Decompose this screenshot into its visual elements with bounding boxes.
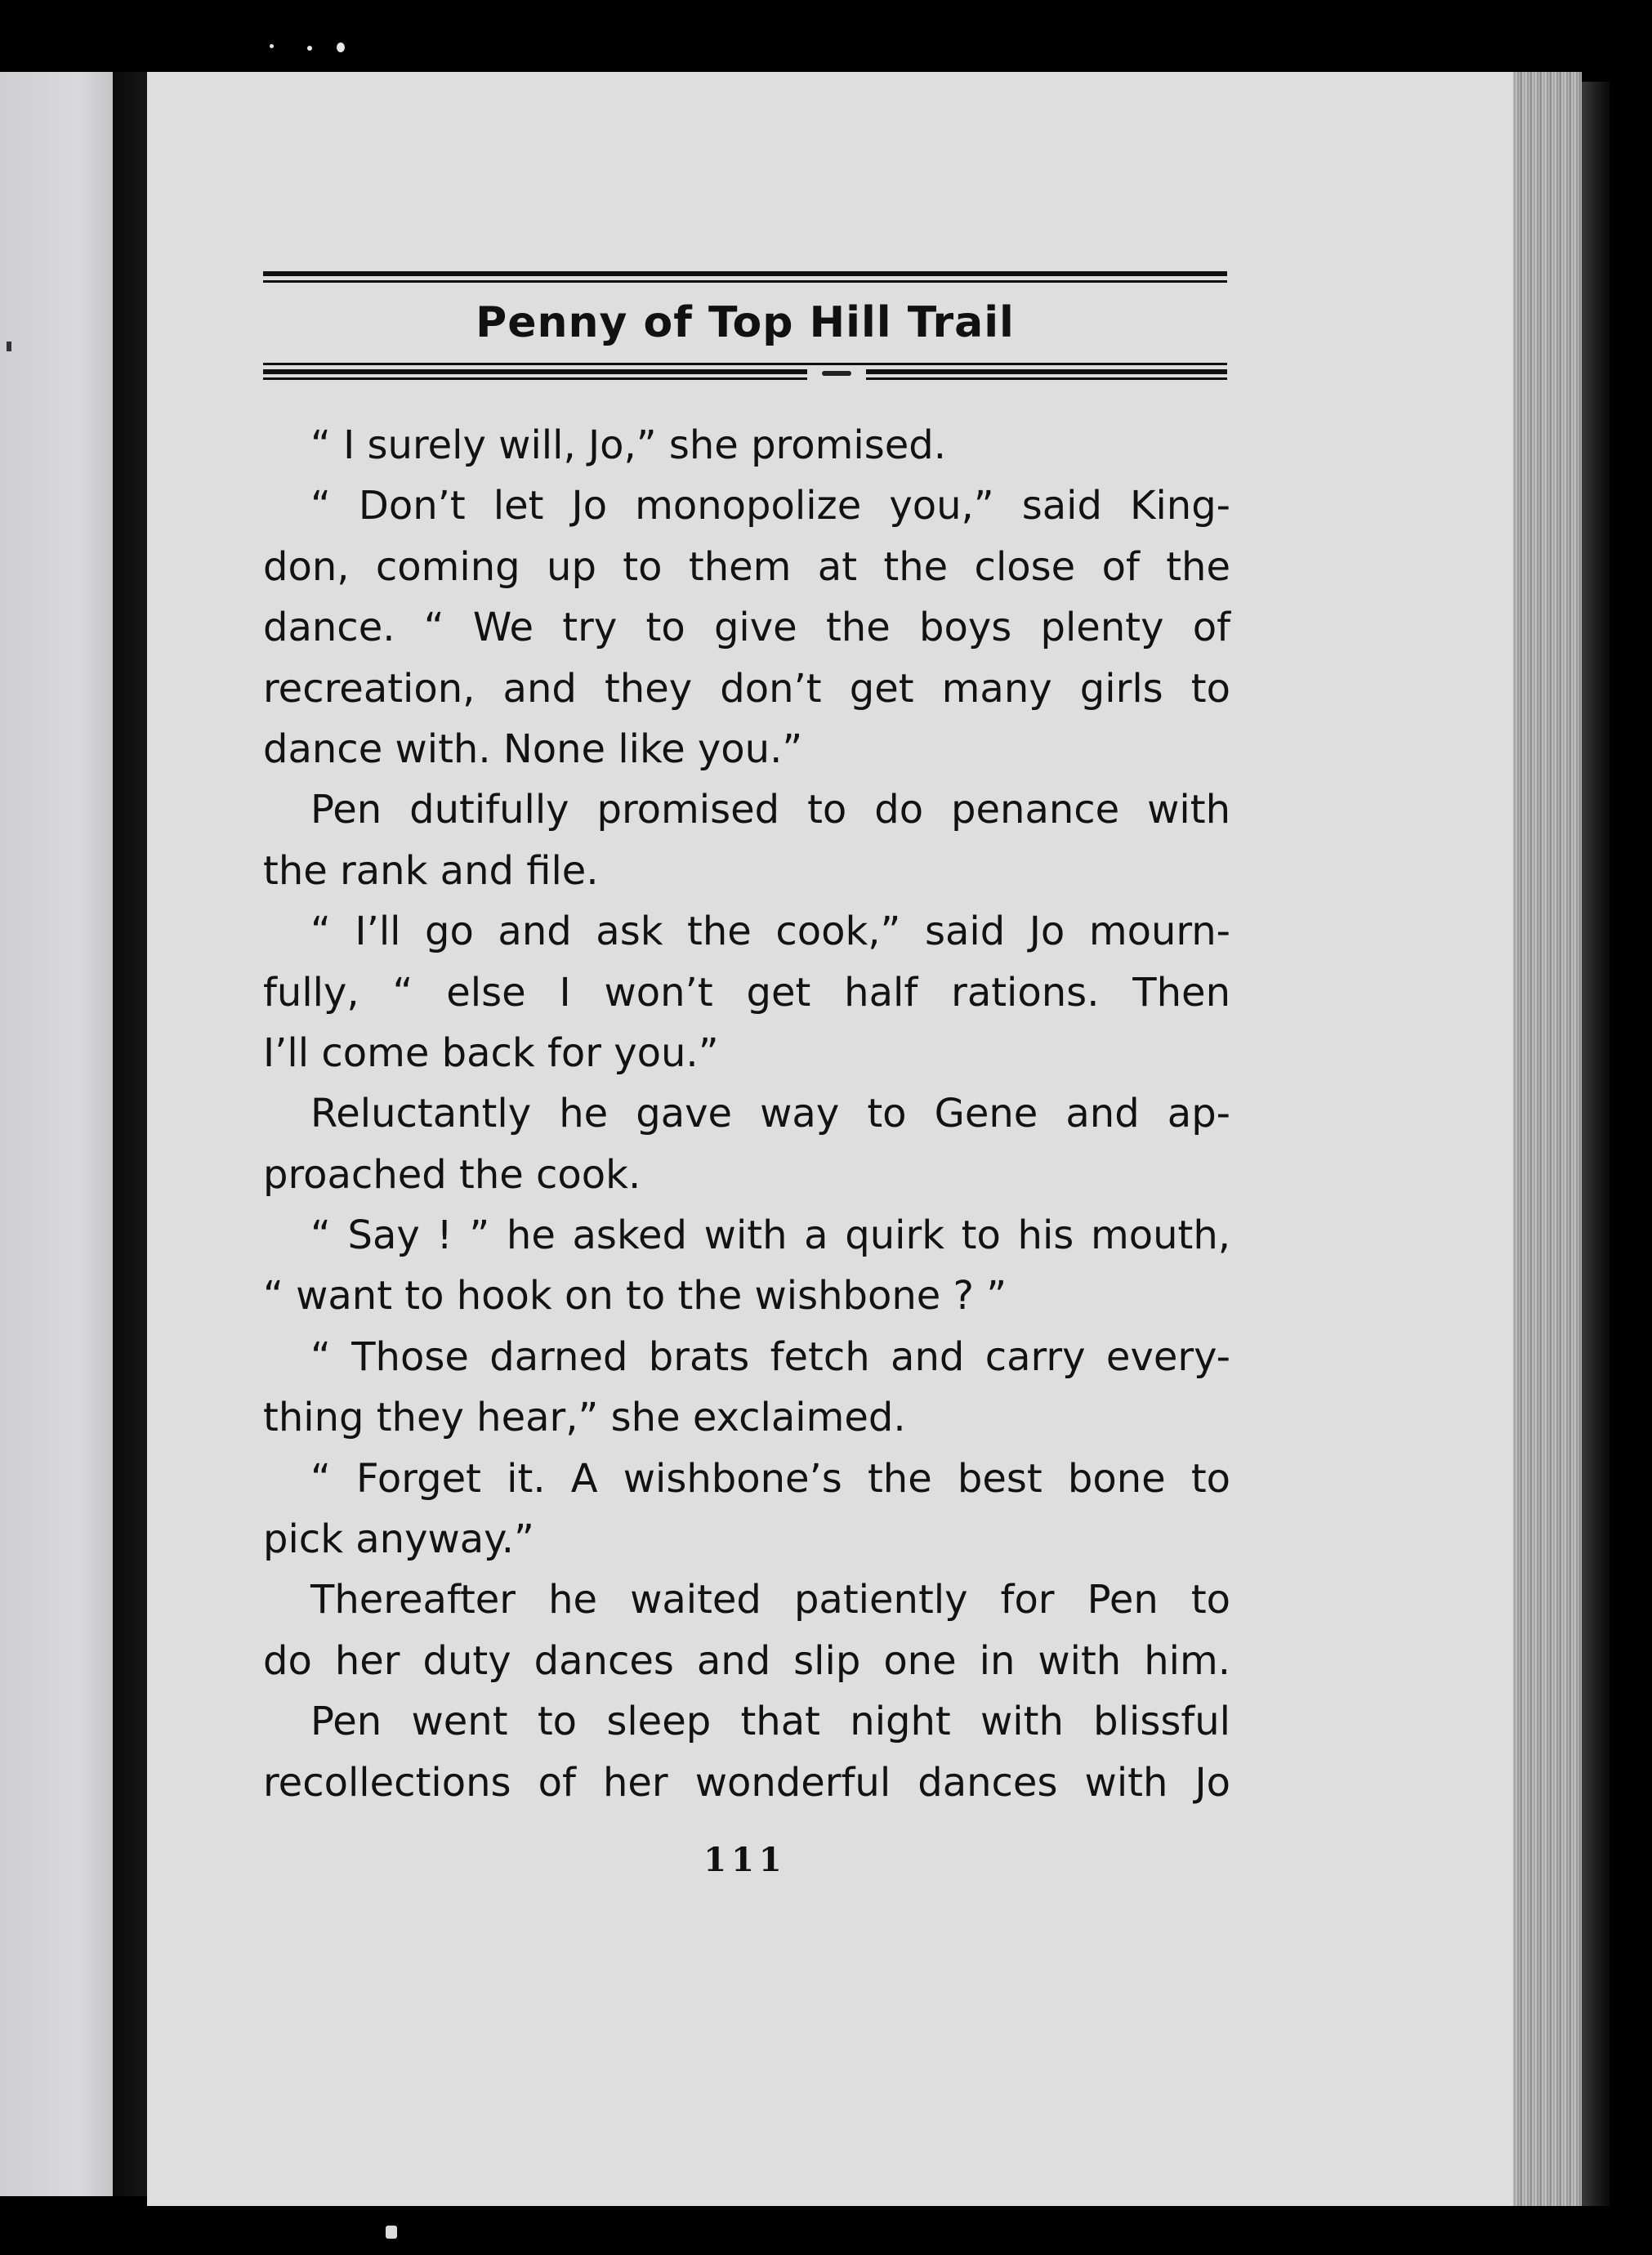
text-line: recreation, and they don’t get many girls to [263,665,1230,712]
text-line: dance. “ We try to give the boys plenty of [263,605,1230,651]
text-line: recollections of her wonderful dances with Jo [263,1759,1230,1806]
text-line: Reluctantly he gave way to Gene and ap- [310,1091,1230,1137]
text-line: proached the cook. [263,1151,641,1198]
body-text [263,415,1230,1813]
running-head: Penny of Top Hill Trail [476,298,1015,347]
facing-page-mark [7,342,11,351]
text-line: “ Those darned brats fetch and carry every- [310,1333,1230,1380]
text-line: “ Say ! ” he asked with a quirk to his mouth, [310,1212,1230,1259]
text-line: “ want to hook on to the wishbone ? ” [263,1273,1007,1320]
header-rule-bottom [263,363,1227,380]
rule-ornament [807,366,866,382]
text-line: “ I’ll go and ask the cook,” said Jo mourn- [310,909,1230,955]
text-line: “ I surely will, Jo,” she promised. [310,422,946,468]
text-line: Pen dutifully promised to do penance with [310,787,1230,833]
facing-page-edge [0,72,113,2196]
book-gutter [113,72,147,2196]
page-stack-edge [1513,72,1582,2206]
text-line: “ Forget it. A wishbone’s the best bone to [310,1455,1230,1502]
text-line: don, coming up to them at the close of the [263,543,1230,590]
header-rule-top [263,271,1227,283]
scan-specks [270,39,400,56]
text-line: “ Don’t let Jo monopolize you,” said King- [310,483,1230,529]
text-line: do her duty dances and slip one in with him. [263,1637,1230,1684]
text-line: fully, “ else I won’t get half rations. Then [263,969,1230,1016]
text-line: dance with. None like you.” [263,726,803,772]
book-cover-edge [1582,82,1610,2206]
text-line: the rank and file. [263,847,599,894]
text-line: Pen went to sleep that night with blissful [310,1699,1230,1745]
text-line: thing they hear,” she exclaimed. [263,1395,906,1441]
scan-mark [386,2226,397,2239]
text-line: I’ll come back for you.” [263,1029,719,1076]
page-number: 111 [703,1841,787,1879]
text-line: pick anyway.” [263,1516,534,1563]
text-line: Thereafter he waited patiently for Pen to [310,1577,1230,1623]
